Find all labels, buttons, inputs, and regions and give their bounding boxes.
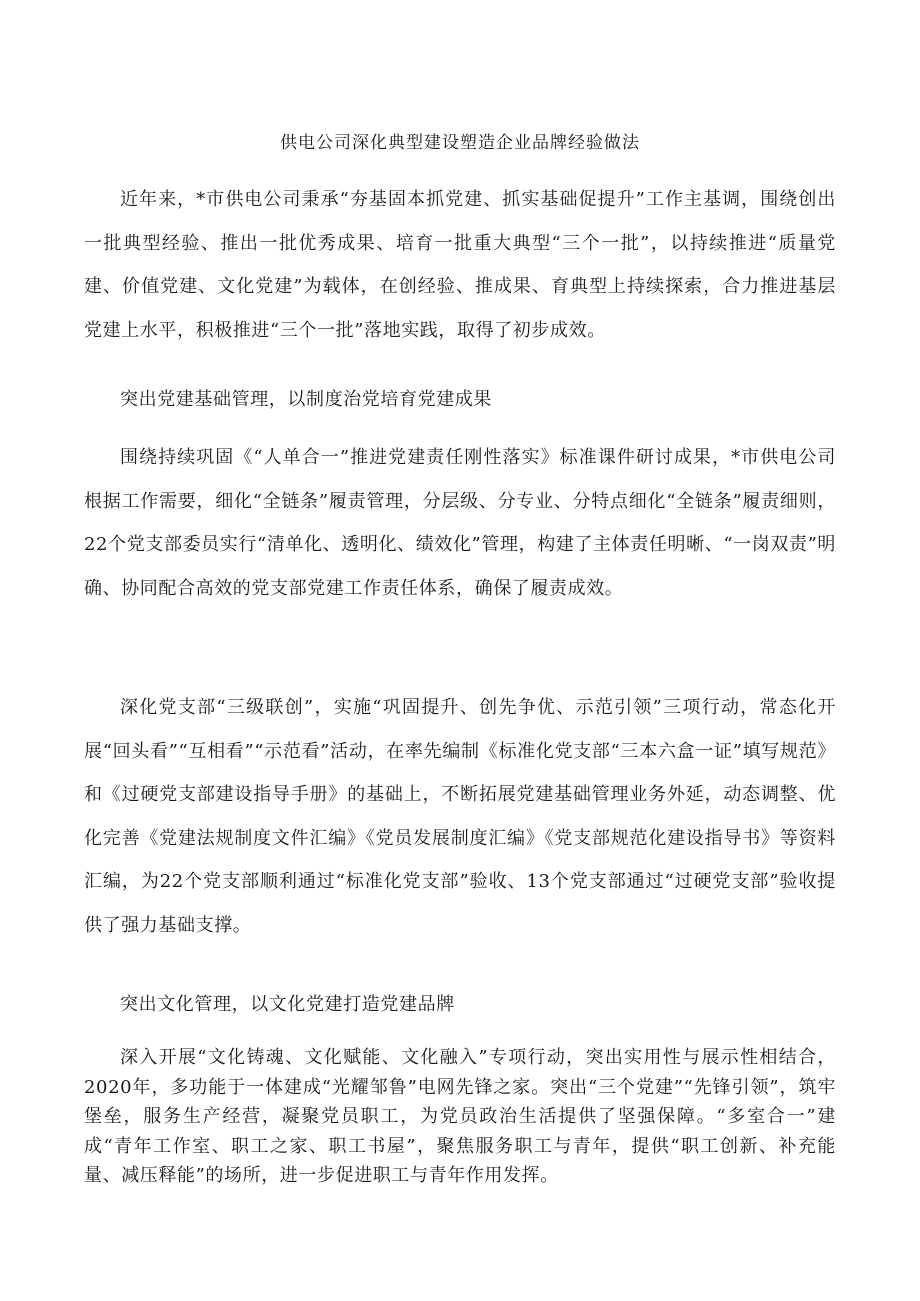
responsibility-paragraph: 围绕持续巩固《“人单合一”推进党建责任刚性落实》标准课件研讨成果，*市供电公司根据工作需要，细化“全链条”履责管理，分层级、分专业、分特点细化“全链条”履责细则，22个党支部委员实行“清单化、透明化、绩效化”管理，构建了主体责任明晰、“一岗双责”明确、协同配合高效的党支部党建工作责任体系，确保了履责成效。 (84, 447, 836, 599)
intro-paragraph: 近年来，*市供电公司秉承“夯基固本抓党建、抓实基础促提升”工作主基调，围绕创出一批典型经验、推出一批优秀成果、培育一批重大典型“三个一批”，以持续推进“质量党建、价值党建、文化党建”为载体，在创经验、推成果、育典型上持续探索，合力推进基层党建上水平，积极推进“三个一批”落地实践，取得了初步成效。 (84, 189, 836, 341)
section-heading-party-building: 突出党建基础管理，以制度治党培育党建成果 (120, 389, 492, 410)
branch-standardization-paragraph: 深化党支部“三级联创”，实施“巩固提升、创先争优、示范引领”三项行动，常态化开展“回头看”“互相看”“示范看”活动，在率先编制《标准化党支部“三本六盒一证”填写规范》和《过硬党支部建设指导手册》的基础上，不断拓展党建基础管理业务外延，动态调整、优化完善《党建法规制度文件汇编》《党员发展制度汇编》《党支部规范化建设指导书》等资料汇编，为22个党支部顺利通过“标准化党支部”验收、13个党支部通过“过硬党支部”验收提供了强力基础支撑。 (84, 697, 836, 936)
section-heading-culture: 突出文化管理，以文化党建打造党建品牌 (120, 994, 455, 1015)
document-title: 供电公司深化典型建设塑造企业品牌经验做法 (280, 133, 640, 153)
culture-paragraph: 深入开展“文化铸魂、文化赋能、文化融入”专项行动，突出实用性与展示性相结合，2020年，多功能于一体建成“光耀邹鲁”电网先锋之家。突出“三个党建”“先锋引领”，筑牢堡垒，服务生产经营，凝聚党员职工，为党员政治生活提供了坚强保障。“多室合一”建成“青年工作室、职工之家、职工书屋”，聚焦服务职工与青年，提供“职工创新、补充能量、减压释能”的场所，进一步促进职工与青年作用发挥。 (84, 1047, 836, 1186)
